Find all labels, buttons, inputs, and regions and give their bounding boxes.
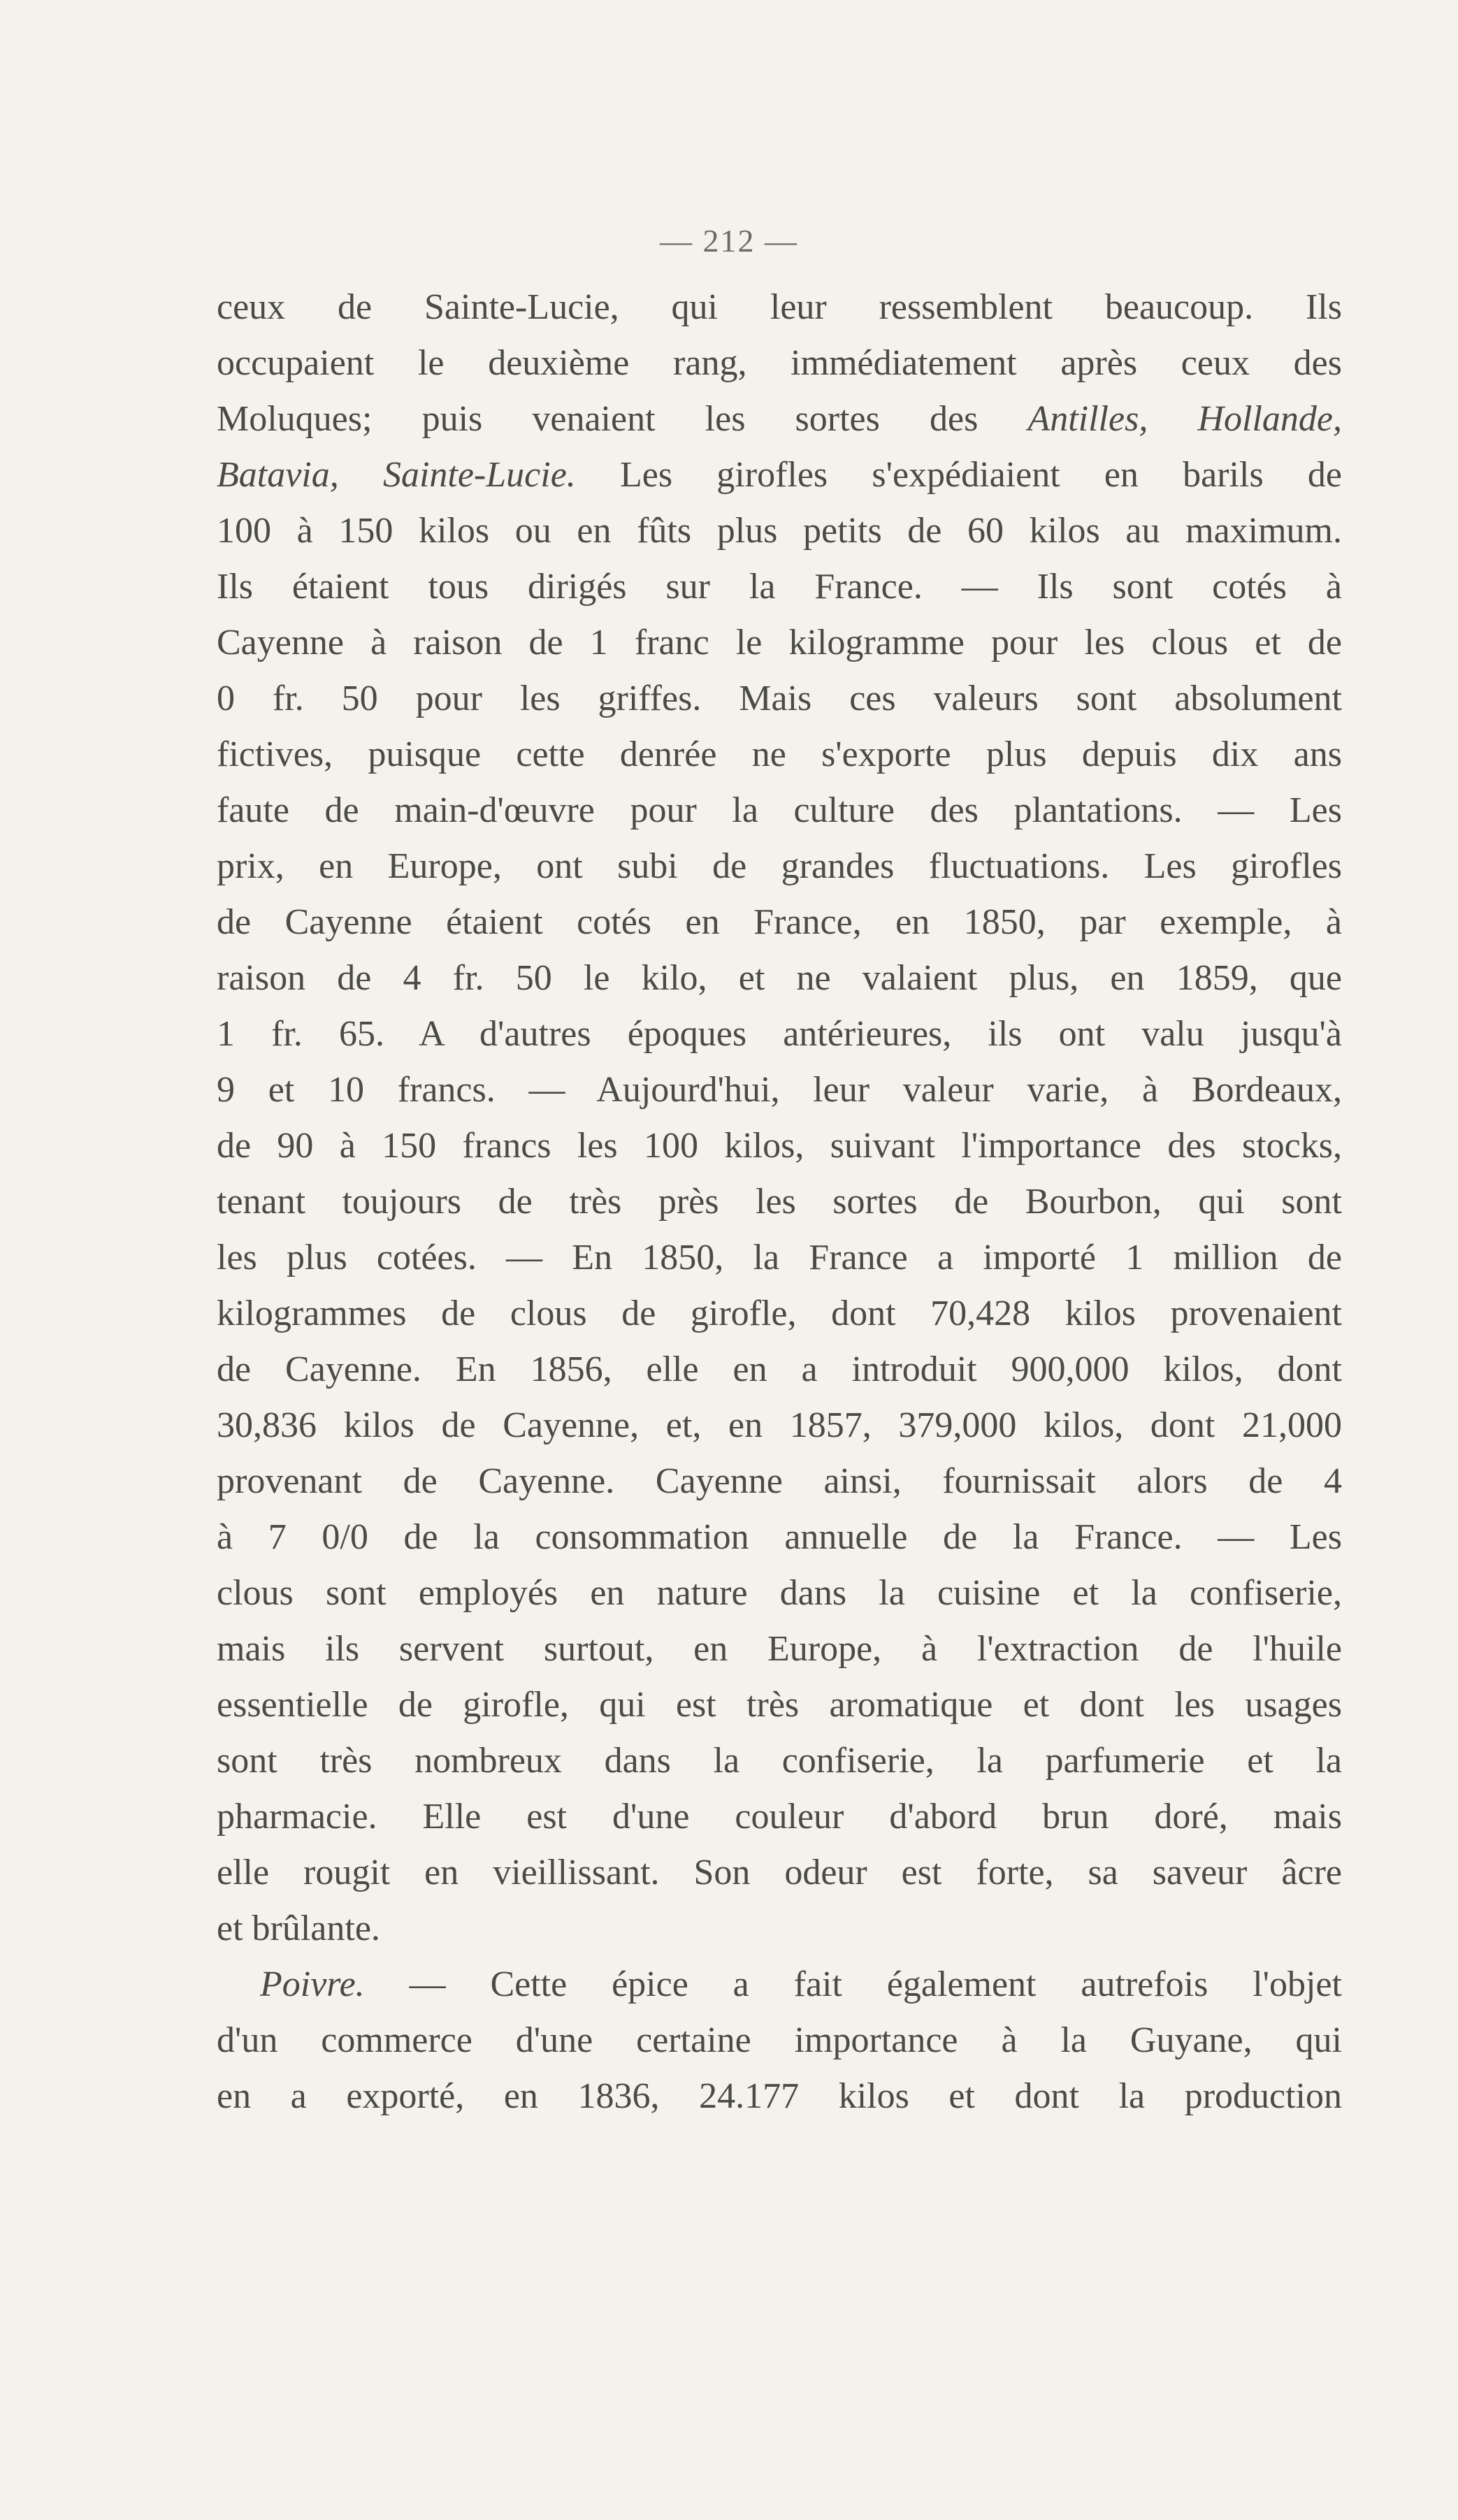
italic-text-segment: Batavia, Sainte-Lucie. <box>217 455 576 495</box>
text-line <box>217 1398 1342 1454</box>
text-line <box>217 1230 1342 1286</box>
text-segment: 30,836 kilos de Cayenne, et, en 1857, 379,000 kilos, dont 21,000 <box>217 1405 1342 1445</box>
text-line <box>217 1901 1342 1957</box>
text-segment: faute de main-d'œuvre pour la culture des plantations. — Les <box>217 790 1342 830</box>
text-segment: 1 fr. 65. A d'autres époques antérieures, ils ont valu jusqu'à <box>217 1014 1342 1054</box>
text-line <box>217 671 1342 727</box>
text-line <box>217 280 1342 335</box>
text-segment: de Cayenne étaient cotés en France, en 1850, par exemple, à <box>217 902 1342 942</box>
text-segment: Les girofles s'expédiaient en barils de <box>575 455 1342 495</box>
text-line <box>217 503 1342 559</box>
text-segment: de 90 à 150 francs les 100 kilos, suivant l'importance des stocks, <box>217 1126 1342 1166</box>
text-line <box>217 2069 1342 2124</box>
italic-text-segment: Poivre. <box>260 1964 365 2004</box>
text-line <box>217 559 1342 615</box>
text-line <box>217 447 1342 503</box>
text-segment: kilogrammes de clous de girofle, dont 70,428 kilos provenaient <box>217 1294 1342 1333</box>
text-line <box>217 2013 1342 2069</box>
text-line <box>217 950 1342 1006</box>
text-line <box>217 335 1342 391</box>
text-segment: raison de 4 fr. 50 le kilo, et ne valaient plus, en 1859, que <box>217 958 1342 998</box>
text-segment: à 7 0/0 de la consommation annuelle de la France. — Les <box>217 1517 1342 1557</box>
text-line <box>217 1957 1342 2013</box>
text-line <box>217 1565 1342 1621</box>
text-segment: tenant toujours de très près les sortes de Bourbon, qui sont <box>217 1182 1342 1222</box>
text-line <box>217 783 1342 839</box>
text-line <box>217 1789 1342 1845</box>
text-line <box>217 615 1342 671</box>
text-segment: ceux de Sainte-Lucie, qui leur ressemblent beaucoup. Ils <box>217 287 1342 327</box>
text-segment: sont très nombreux dans la confiserie, la parfumerie et la <box>217 1741 1342 1781</box>
page-number: — 212 — <box>660 223 798 259</box>
text-segment: 0 fr. 50 pour les griffes. Mais ces valeurs sont absolument <box>217 679 1342 718</box>
text-segment: — Cette épice a fait également autrefois l'objet <box>364 1964 1342 2004</box>
italic-text-segment: Antilles, Hollande, <box>1027 399 1342 439</box>
text-line <box>217 1342 1342 1398</box>
text-line <box>217 1006 1342 1062</box>
text-line <box>217 895 1342 950</box>
text-segment: prix, en Europe, ont subi de grandes fluctuations. Les girofles <box>217 846 1342 886</box>
text-segment: et brûlante. <box>217 1909 380 1948</box>
text-line <box>217 727 1342 783</box>
text-segment: Ils étaient tous dirigés sur la France. — Ils sont cotés à <box>217 567 1342 607</box>
text-line <box>217 1062 1342 1118</box>
text-segment: d'un commerce d'une certaine importance à la Guyane, qui <box>217 2020 1342 2060</box>
text-line <box>217 1677 1342 1733</box>
text-line <box>217 1509 1342 1565</box>
text-line <box>217 839 1342 895</box>
text-segment: Cayenne à raison de 1 franc le kilogramme pour les clous et de <box>217 623 1342 662</box>
text-line <box>217 1174 1342 1230</box>
text-segment: Moluques; puis venaient les sortes des <box>217 399 1028 439</box>
text-line <box>217 1454 1342 1509</box>
text-segment: mais ils servent surtout, en Europe, à l'extraction de l'huile <box>217 1629 1342 1669</box>
text-line <box>217 1733 1342 1789</box>
text-segment: 9 et 10 francs. — Aujourd'hui, leur valeur varie, à Bordeaux, <box>217 1070 1342 1110</box>
text-segment: occupaient le deuxième rang, immédiatement après ceux des <box>217 343 1342 383</box>
text-segment: clous sont employés en nature dans la cuisine et la confiserie, <box>217 1573 1342 1613</box>
text-line <box>217 391 1342 447</box>
text-segment: fictives, puisque cette denrée ne s'exporte plus depuis dix ans <box>217 734 1342 774</box>
body-text <box>217 280 1342 2124</box>
text-line <box>217 1286 1342 1342</box>
text-segment: 100 à 150 kilos ou en fûts plus petits de 60 kilos au maximum. <box>217 511 1342 551</box>
text-segment: elle rougit en vieillissant. Son odeur est forte, sa saveur âcre <box>217 1853 1342 1892</box>
text-segment: les plus cotées. — En 1850, la France a importé 1 million de <box>217 1238 1342 1277</box>
text-line <box>217 1621 1342 1677</box>
text-line <box>217 1845 1342 1901</box>
text-segment: en a exporté, en 1836, 24.177 kilos et dont la production <box>217 2076 1342 2116</box>
text-segment: pharmacie. Elle est d'une couleur d'abord brun doré, mais <box>217 1797 1342 1837</box>
text-segment: essentielle de girofle, qui est très aromatique et dont les usages <box>217 1685 1342 1725</box>
text-segment: de Cayenne. En 1856, elle en a introduit 900,000 kilos, dont <box>217 1349 1342 1389</box>
text-line <box>217 1118 1342 1174</box>
text-segment: provenant de Cayenne. Cayenne ainsi, fournissait alors de 4 <box>217 1461 1342 1501</box>
